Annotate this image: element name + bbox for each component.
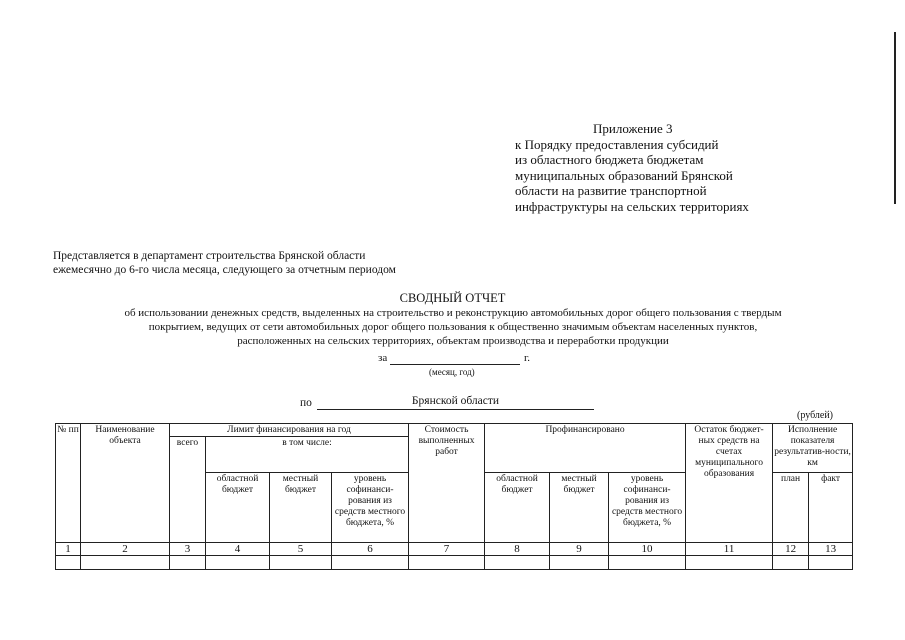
column-number: 3 — [170, 543, 206, 556]
appendix-block — [515, 121, 815, 215]
header-object-name: Наименование объекта — [81, 424, 170, 543]
subtitle-line: об использовании денежных средств, выделенных на строительство и реконструкцию автомобильных дорог общего пользования с твердым — [124, 307, 782, 319]
header-total: всего — [170, 437, 206, 543]
period-suffix: г. — [524, 352, 531, 364]
region-underline — [317, 409, 594, 410]
empty-cell[interactable] — [485, 556, 550, 570]
appendix-line: области на развитие транспортной — [515, 183, 707, 199]
header-execution: Исполнение показателя результатив-ности, км — [773, 424, 853, 473]
appendix-line: муниципальных образований Брянской — [515, 167, 733, 183]
column-number: 9 — [550, 543, 609, 556]
subtitle-line: расположенных на сельских территориях, объектам производства и переработки продукции — [237, 335, 669, 347]
empty-cell[interactable] — [332, 556, 409, 570]
column-number: 5 — [270, 543, 332, 556]
column-number: 12 — [773, 543, 809, 556]
report-subtitle — [60, 306, 846, 348]
header-plan: план — [773, 473, 809, 543]
period-hint: (месяц, год) — [429, 367, 475, 377]
page-edge-bar — [894, 32, 896, 204]
empty-cell[interactable] — [809, 556, 853, 570]
empty-cell[interactable] — [609, 556, 686, 570]
header-balance: Остаток бюджет-ных средств на счетах муниципального образования — [686, 424, 773, 543]
header-financed: Профинансировано — [485, 424, 686, 473]
empty-cell[interactable] — [550, 556, 609, 570]
appendix-line: из областного бюджета бюджетам — [515, 152, 704, 168]
region-prefix: по — [300, 397, 312, 409]
column-number: 2 — [81, 543, 170, 556]
report-title: СВОДНЫЙ ОТЧЕТ — [399, 291, 506, 305]
empty-cell[interactable] — [81, 556, 170, 570]
header-including: в том числе: — [206, 437, 409, 473]
empty-cell[interactable] — [773, 556, 809, 570]
header-fact: факт — [809, 473, 853, 543]
header-fin-cofinancing-level: уровень софинанси-рования из средств местного бюджета, % — [609, 473, 686, 543]
submission-line: ежемесячно до 6-го числа месяца, следующего за отчетным периодом — [53, 264, 396, 276]
appendix-title: Приложение 3 — [593, 121, 673, 136]
header-regional-budget: областной бюджет — [206, 473, 270, 543]
units-label: (рублей) — [797, 410, 834, 421]
header-fin-local-budget: местный бюджет — [550, 473, 609, 543]
empty-cell[interactable] — [56, 556, 81, 570]
column-number: 8 — [485, 543, 550, 556]
submission-note — [53, 249, 396, 277]
appendix-line: к Порядку предоставления субсидий — [515, 136, 719, 152]
column-number: 1 — [56, 543, 81, 556]
region-name: Брянской области — [411, 395, 500, 407]
empty-cell[interactable] — [409, 556, 485, 570]
column-number: 6 — [332, 543, 409, 556]
header-num: № пп — [56, 424, 81, 543]
column-number: 4 — [206, 543, 270, 556]
appendix-line: инфраструктуры на сельских территориях — [515, 198, 749, 214]
period-blank-line[interactable] — [390, 364, 520, 365]
header-limit: Лимит финансирования на год — [170, 424, 409, 437]
empty-cell[interactable] — [686, 556, 773, 570]
empty-cell[interactable] — [170, 556, 206, 570]
header-fin-regional-budget: областной бюджет — [485, 473, 550, 543]
submission-line: Представляется в департамент строительства Брянской области — [53, 250, 366, 262]
header-cost: Стоимость выполненных работ — [409, 424, 485, 543]
header-local-budget: местный бюджет — [270, 473, 332, 543]
subtitle-line: покрытием, ведущих от сети автомобильных дорог общего пользования к общественно значимым объектам населенных пунктов, — [148, 321, 758, 333]
header-cofinancing-level: уровень софинанси-рования из средств местного бюджета, % — [332, 473, 409, 543]
column-number: 13 — [809, 543, 853, 556]
empty-cell[interactable] — [206, 556, 270, 570]
empty-cell[interactable] — [270, 556, 332, 570]
report-table — [55, 423, 853, 570]
column-number: 7 — [409, 543, 485, 556]
column-number: 11 — [686, 543, 773, 556]
column-number: 10 — [609, 543, 686, 556]
period-prefix: за — [378, 352, 388, 364]
